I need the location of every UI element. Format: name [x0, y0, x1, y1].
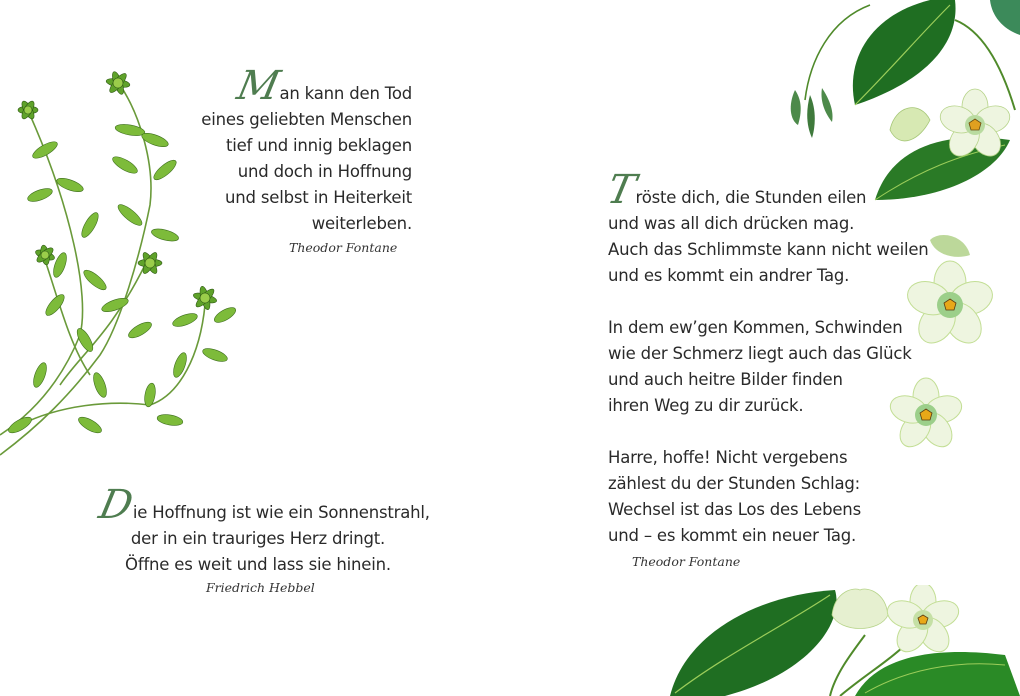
quote-line: tief und innig beklagen — [225, 136, 412, 155]
poem-line: und es kommt ein andrer Tag. — [608, 266, 850, 285]
quote-author: Friedrich Hebbel — [206, 580, 315, 595]
poem-stanza-3 — [608, 445, 929, 549]
poem-line: und auch heitre Bilder finden — [608, 370, 843, 389]
drop-cap: M — [232, 63, 284, 109]
poem-line: In dem ew’gen Kommen, Schwinden — [608, 318, 903, 337]
quote-line: Man kann den Tod — [232, 63, 412, 109]
quote-line: und doch in Hoffnung — [237, 162, 412, 181]
quote-line: Öffne es weit und lass sie hinein. — [125, 555, 391, 574]
poem-line: und – es kommt ein neuer Tag. — [608, 526, 857, 545]
poem-line: und was all dich drücken mag. — [608, 214, 855, 233]
quote-line: der in ein trauriges Herz dringt. — [130, 529, 386, 548]
drop-cap: T — [603, 167, 640, 213]
poem-author: Theodor Fontane — [632, 554, 741, 569]
poem-line: Auch das Schlimmste kann nicht weilen — [608, 240, 929, 259]
poem-line: Wechsel ist das Los des Lebens — [608, 500, 861, 519]
quote-author: Theodor Fontane — [289, 240, 398, 255]
leaves-flowers-bottom-illustration — [665, 585, 1020, 696]
quote-line: eines geliebten Menschen — [201, 110, 412, 129]
poem-line: zählest du der Stunden Schlag: — [608, 474, 861, 493]
poem-stanza-2 — [608, 315, 929, 419]
poem-fontane-troeste-dich — [603, 167, 929, 575]
poem-stanza-1 — [603, 167, 929, 289]
drop-cap: D — [95, 482, 137, 528]
poem-line: ihren Weg zu dir zurück. — [608, 396, 804, 415]
quote-line: weiterleben. — [311, 214, 412, 233]
poem-line: wie der Schmerz liegt auch das Glück — [608, 344, 912, 363]
quote-fontane-tod — [201, 63, 412, 237]
quote-line: Die Hoffnung ist wie ein Sonnenstrahl, — [95, 482, 430, 528]
right-page — [510, 0, 1020, 696]
quote-line: und selbst in Heiterkeit — [225, 188, 412, 207]
quote-hebbel-hoffnung — [95, 482, 430, 578]
poem-line: Harre, hoffe! Nicht vergebens — [608, 448, 848, 467]
poem-line: Tröste dich, die Stunden eilen — [603, 167, 867, 213]
